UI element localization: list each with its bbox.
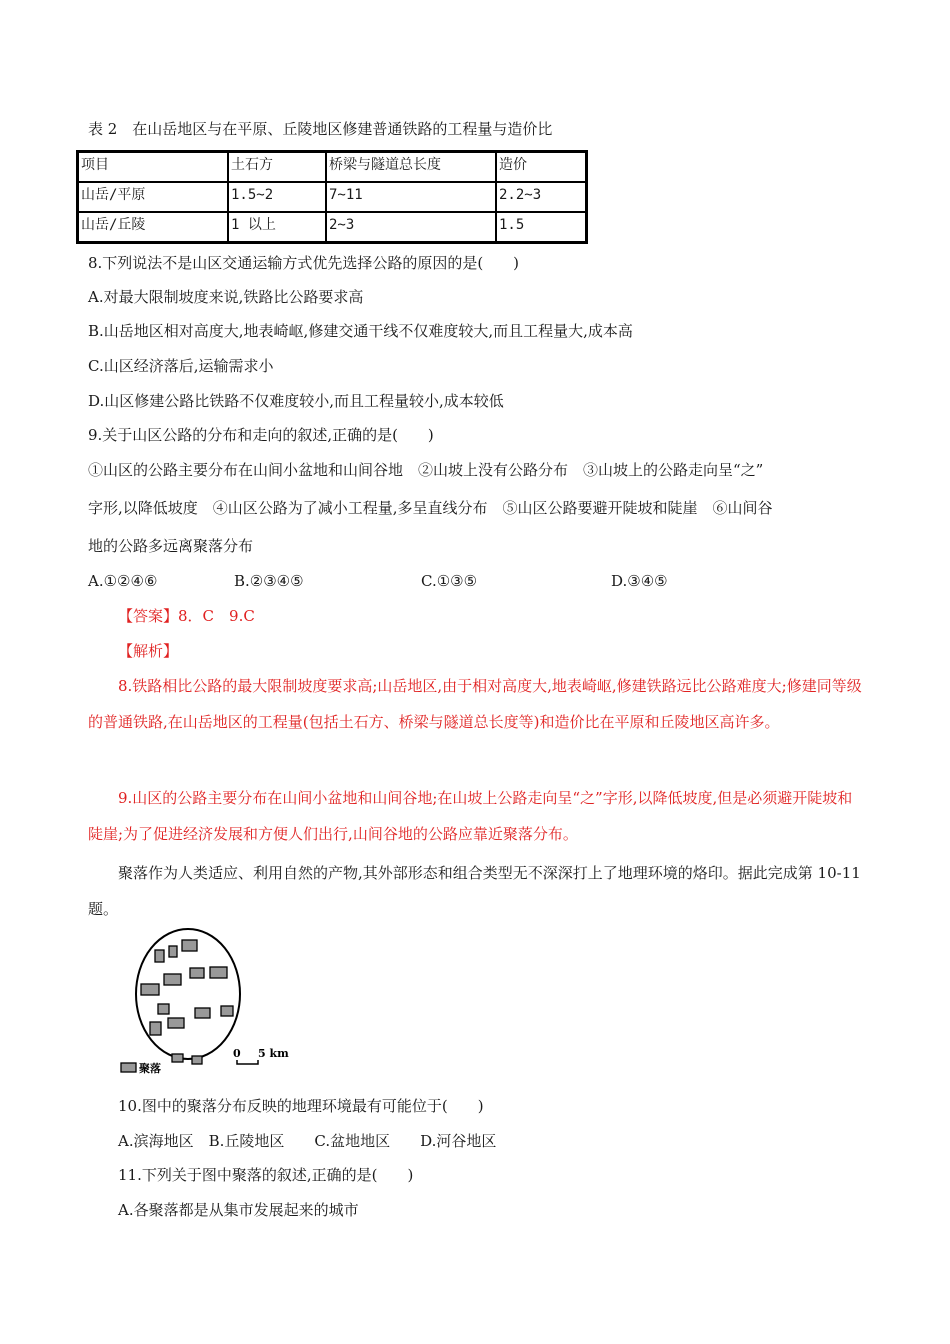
settlement-block: [155, 950, 164, 962]
settlement-block: [164, 974, 181, 985]
table-header-cell: 桥梁与隧道总长度: [326, 152, 496, 183]
analysis-paragraph-8: 8.铁路相比公路的最大限制坡度要求高;山岳地区,由于相对高度大,地表崎岖,修建铁路远比公路难度大;修建同等级的普通铁路,在山岳地区的工程量(包括土石方、桥梁与隧道总长度等)和造价比在平原和丘陵地区高许多。: [88, 677, 862, 731]
settlement-block: [168, 1018, 184, 1028]
answer-label: 【答案】8．C 9.C: [118, 607, 255, 625]
table-cell: 山岳/平原: [78, 182, 229, 212]
settlement-block: [190, 968, 204, 978]
table-header-cell: 土石方: [228, 152, 326, 183]
legend-settlement-swatch: [121, 1063, 136, 1072]
table-cell: 1 以上: [228, 212, 326, 243]
q9-stem: 9.关于山区公路的分布和走向的叙述,正确的是( ): [88, 426, 434, 444]
settlement-map-figure: [112, 926, 312, 1080]
table-cell: 2~3: [326, 212, 496, 243]
q8-option-d: D.山区修建公路比铁路不仅难度较小,而且工程量较小,成本较低: [88, 392, 504, 410]
q11-stem: 11.下列关于图中聚落的叙述,正确的是( ): [118, 1166, 414, 1184]
settlement-block: [172, 1054, 183, 1062]
settlement-block: [158, 1004, 169, 1014]
settlement-block: [210, 967, 227, 978]
q9-option-b: B.②③④⑤: [234, 572, 304, 590]
table-row: [78, 182, 587, 212]
q9-statements-line2: 字形,以降低坡度 ④山区公路为了减小工程量,多呈直线分布 ⑤山区公路要避开陡坡和陡崖 ⑥山间谷: [88, 499, 773, 517]
settlement-block: [141, 984, 159, 995]
q11-option-a: A.各聚落都是从集市发展起来的城市: [118, 1201, 359, 1219]
settlement-block: [169, 946, 177, 957]
table-cell: 1.5: [496, 212, 587, 243]
analysis-label: 【解析】: [118, 642, 179, 660]
q8-stem: 8.下列说法不是山区交通运输方式优先选择公路的原因的是( ): [88, 254, 520, 272]
legend-settlement-label: 聚落: [139, 1062, 161, 1075]
settlement-block: [192, 1056, 202, 1064]
analysis-paragraph-9: 9.山区的公路主要分布在山间小盆地和山间谷地;在山坡上公路走向呈“之”字形,以降低坡度,但是必须避开陡坡和陡崖;为了促进经济发展和方便人们出行,山间谷地的公路应靠近聚落分布。: [88, 789, 853, 843]
table-cell: 1.5~2: [228, 182, 326, 212]
settlement-block: [150, 1022, 161, 1035]
q10-stem: 10.图中的聚落分布反映的地理环境最有可能位于( ): [118, 1097, 484, 1115]
scale-bar: [237, 1060, 258, 1064]
table-caption: 表 2 在山岳地区与在平原、丘陵地区修建普通铁路的工程量与造价比: [88, 120, 553, 138]
table-header-cell: 造价: [496, 152, 587, 183]
scale-distance-label: 5 km: [258, 1047, 289, 1060]
q8-option-b: B.山岳地区相对高度大,地表崎岖,修建交通干线不仅难度较大,而且工程量大,成本高: [88, 322, 633, 340]
table-cell: 2.2~3: [496, 182, 587, 212]
table-cell: 山岳/丘陵: [78, 212, 229, 243]
table-row: [78, 212, 587, 243]
data-table: [76, 150, 588, 244]
q10-options: A.滨海地区 B.丘陵地区 C.盆地地区 D.河谷地区: [118, 1132, 497, 1150]
q9-statements-line1: ①山区的公路主要分布在山间小盆地和山间谷地 ②山坡上没有公路分布 ③山坡上的公路走向呈“之”: [88, 461, 764, 479]
intro-paragraph: 聚落作为人类适应、利用自然的产物,其外部形态和组合类型无不深深打上了地理环境的烙印。据此完成第 10-11 题。: [88, 864, 861, 918]
settlement-block: [182, 940, 197, 951]
q9-option-d: D.③④⑤: [611, 572, 668, 590]
settlement-block: [221, 1006, 233, 1016]
q8-option-a: A.对最大限制坡度来说,铁路比公路要求高: [88, 288, 364, 306]
q9-statements-line3: 地的公路多远离聚落分布: [88, 537, 254, 555]
q8-option-c: C.山区经济落后,运输需求小: [88, 357, 274, 375]
q9-option-a: A.①②④⑥: [88, 572, 158, 590]
table-header-cell: 项目: [78, 152, 229, 183]
table-header-row: [78, 152, 587, 183]
scale-zero-label: 0: [233, 1047, 241, 1060]
table-cell: 7~11: [326, 182, 496, 212]
q9-option-c: C.①③⑤: [421, 572, 478, 590]
settlement-block: [195, 1008, 210, 1018]
